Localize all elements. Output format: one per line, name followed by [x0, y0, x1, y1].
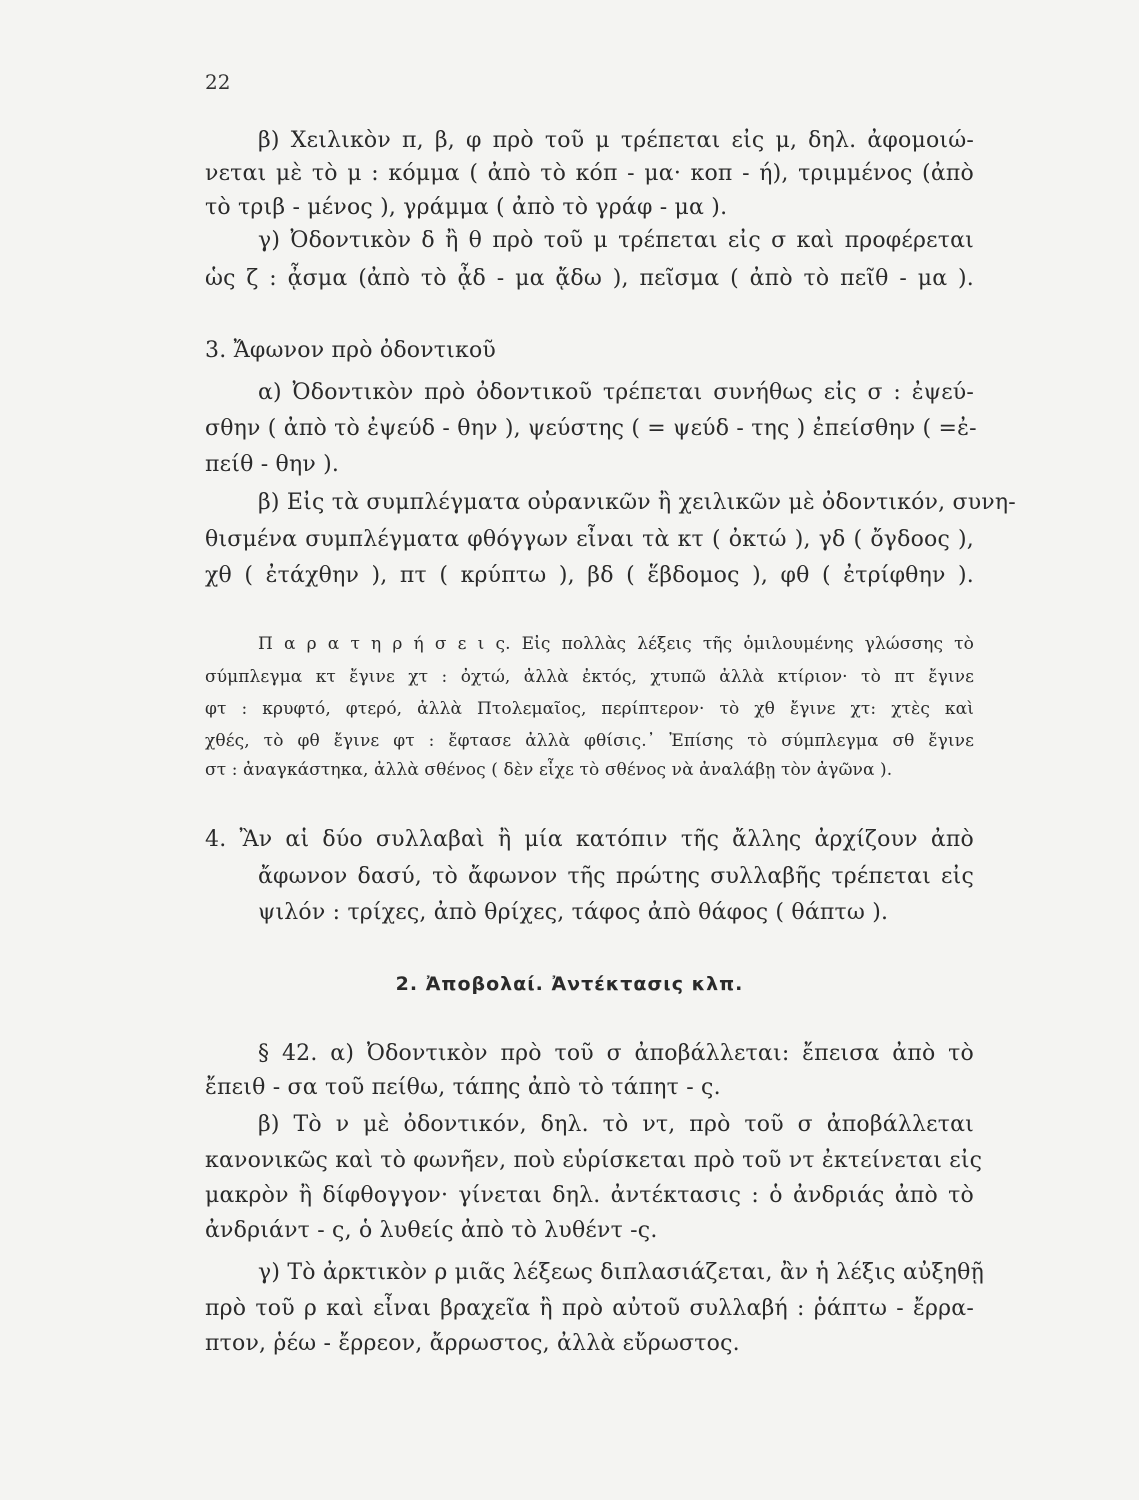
text-line: κανονικῶς καὶ τὸ φωνῆεν, ποὺ εὑρίσκεται πρὸ τοῦ ντ ἐκτείνεται εἰς: [205, 1148, 983, 1173]
text-line: β) Χειλικὸν π, β, φ πρὸ τοῦ μ τρέπεται εἰς μ, δηλ. ἀφομοιώ-: [258, 128, 974, 153]
note-line: Π α ρ α τ η ρ ή σ ε ι ς. Εἰς πολλὰς λέξεις τῆς ὁμιλουμένης γλώσσης τὸ: [258, 634, 974, 654]
text-line: σθην ( ἀπὸ τὸ ἐψεύδ - θην ), ψεύστης ( = ψεύδ - της ) ἐπείσθην ( =ἐ-: [205, 416, 977, 441]
text-line: πρὸ τοῦ ρ καὶ εἶναι βραχεῖα ἢ πρὸ αὐτοῦ συλλαβή : ῥάπτω - ἔρρα-: [205, 1296, 974, 1321]
text-line: γ) Τὸ ἀρκτικὸν ρ μιᾶς λέξεως διπλασιάζεται, ἂν ἡ λέξις αὐξηθῇ: [258, 1260, 985, 1285]
note-line: στ : ἀναγκάστηκα, ἀλλὰ σθένος ( δὲν εἶχε τὸ σθένος νὰ ἀναλάβῃ τὸν ἀγῶνα ).: [205, 760, 893, 780]
section-heading: 3. Ἄφωνον πρὸ ὀδοντικοῦ: [205, 338, 496, 363]
text-line: θισμένα συμπλέγματα φθόγγων εἶναι τὰ κτ ( ὀκτώ ), γδ ( ὄγδοος ),: [205, 527, 974, 552]
text-line: νεται μὲ τὸ μ : κόμμα ( ἀπὸ τὸ κόπ - μα· κοπ - ή), τριμμένος (ἀπὸ: [205, 161, 974, 186]
text-line: γ) Ὀδοντικὸν δ ἢ θ πρὸ τοῦ μ τρέπεται εἰς σ καὶ προφέρεται: [258, 228, 974, 253]
text-line: πείθ - θην ).: [205, 452, 340, 477]
text-line: ἀνδριάντ - ς, ὁ λυθείς ἀπὸ τὸ λυθέντ -ς.: [205, 1218, 658, 1243]
note-line: σύμπλεγμα κτ ἔγινε χτ : ὀχτώ, ἀλλὰ ἐκτός, χτυπῶ ἀλλὰ κτίριον· τὸ πτ ἔγινε: [205, 667, 974, 687]
note-line: χθές, τὸ φθ ἔγινε φτ : ἔφτασε ἀλλὰ φθίσις.᾽ Ἐπίσης τὸ σύμπλεγμα σθ ἔγινε: [205, 731, 974, 751]
text-line: § 42. α) Ὀδοντικὸν πρὸ τοῦ σ ἀποβάλλεται: ἔπεισα ἀπὸ τὸ: [258, 1041, 974, 1066]
text-line: πτον, ῥέω - ἔρρεον, ἄρρωστος, ἀλλὰ εὔρωστος.: [205, 1331, 740, 1356]
text-line: μακρὸν ἢ δίφθογγον· γίνεται δηλ. ἀντέκτασις : ὁ ἀνδριάς ἀπὸ τὸ: [205, 1183, 974, 1208]
text-line: ὡς ζ : ᾆσμα (ἀπὸ τὸ ᾆδ - μα ᾄδω ), πεῖσμα ( ἀπὸ τὸ πεῖθ - μα ).: [205, 266, 974, 291]
text-line: ἄφωνον δασύ, τὸ ἄφωνον τῆς πρώτης συλλαβῆς τρέπεται εἰς: [258, 864, 974, 889]
text-line: ἔπειθ - σα τοῦ πείθω, τάπης ἀπὸ τὸ τάπητ - ς.: [205, 1075, 721, 1100]
text-line: β) Εἰς τὰ συμπλέγματα οὐρανικῶν ἢ χειλικῶν μὲ ὀδοντικόν, συνη-: [258, 490, 1016, 515]
text-line: 4. Ἂν αἱ δύο συλλαβαὶ ἢ μία κατόπιν τῆς ἄλλης ἀρχίζουν ἀπὸ: [205, 827, 974, 852]
text-line: χθ ( ἐτάχθην ), πτ ( κρύπτω ), βδ ( ἕβδομος ), φθ ( ἐτρίφθην ).: [205, 563, 974, 588]
page-number: 22: [205, 70, 231, 94]
text-line: τὸ τριβ - μένος ), γράμμα ( ἀπὸ τὸ γράφ - μα ).: [205, 195, 728, 220]
text-line: β) Τὸ ν μὲ ὀδοντικόν, δηλ. τὸ ντ, πρὸ τοῦ σ ἀποβάλλεται: [258, 1112, 974, 1137]
text-line: α) Ὀδοντικὸν πρὸ ὀδοντικοῦ τρέπεται συνήθως εἰς σ : ἐψεύ-: [258, 380, 974, 405]
note-line: φτ : κρυφτό, φτερό, ἀλλὰ Πτολεμαῖος, περίπτερον· τὸ χθ ἔγινε χτ: χτὲς καὶ: [205, 699, 974, 719]
text-line: ψιλόν : τρίχες, ἀπὸ θρίχες, τάφος ἀπὸ θάφος ( θάπτω ).: [258, 900, 889, 925]
section-title: 2. Ἀποβολαί. Ἀντέκτασις κλπ.: [395, 973, 744, 995]
